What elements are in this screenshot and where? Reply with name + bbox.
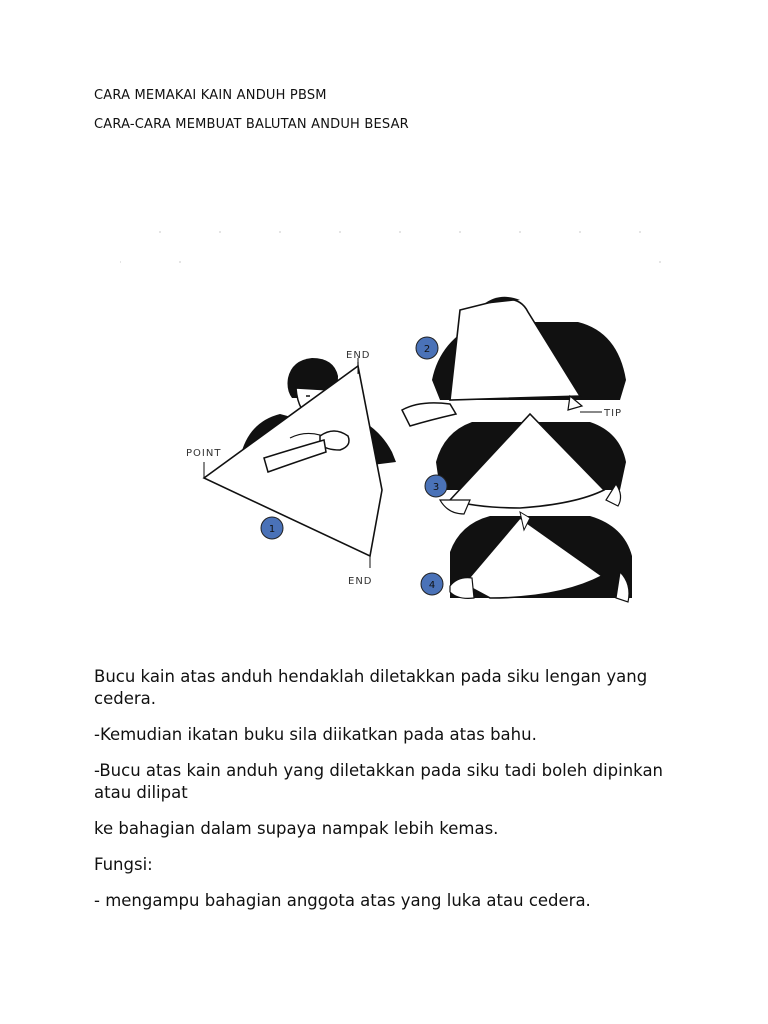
label-end-bottom: END	[348, 576, 373, 587]
step-number-2: 2	[423, 344, 431, 355]
paragraph-1: Bucu kain atas anduh hendaklah diletakkan pada siku lengan yang cedera.	[94, 667, 648, 708]
step-4-figure	[450, 512, 632, 602]
step-1-figure	[204, 358, 396, 568]
paragraph-5: Fungsi:	[94, 855, 153, 874]
step-number-3: 3	[432, 482, 440, 493]
label-end-top: END	[346, 350, 371, 361]
paragraph-6: - mengampu bahagian anggota atas yang luka atau cedera.	[94, 891, 591, 910]
document-title: CARA MEMAKAI KAIN ANDUH PBSM	[94, 88, 327, 103]
label-tip: TIP	[604, 408, 623, 419]
sling-steps-diagram	[120, 200, 680, 620]
dotted-guide	[120, 231, 661, 263]
step-number-1: 1	[268, 524, 276, 535]
paragraph-2: -Kemudian ikatan buku sila diikatkan pada atas bahu.	[94, 725, 537, 744]
step-badge-1	[261, 517, 283, 539]
step-badge-2	[416, 337, 438, 359]
sling-illustration	[120, 200, 680, 620]
step-badge-3	[425, 475, 447, 497]
paragraph-4: ke bahagian dalam supaya nampak lebih kemas.	[94, 819, 499, 838]
label-point: POINT	[186, 448, 222, 459]
step-2-figure	[402, 297, 626, 426]
step-3-figure	[436, 414, 626, 514]
body-text	[94, 666, 694, 926]
step-number-4: 4	[428, 580, 436, 591]
document-subtitle: CARA-CARA MEMBUAT BALUTAN ANDUH BESAR	[94, 117, 409, 132]
paragraph-3: -Bucu atas kain anduh yang diletakkan pada siku tadi boleh dipinkan atau dilipat	[94, 761, 664, 802]
step-badge-4	[421, 573, 443, 595]
